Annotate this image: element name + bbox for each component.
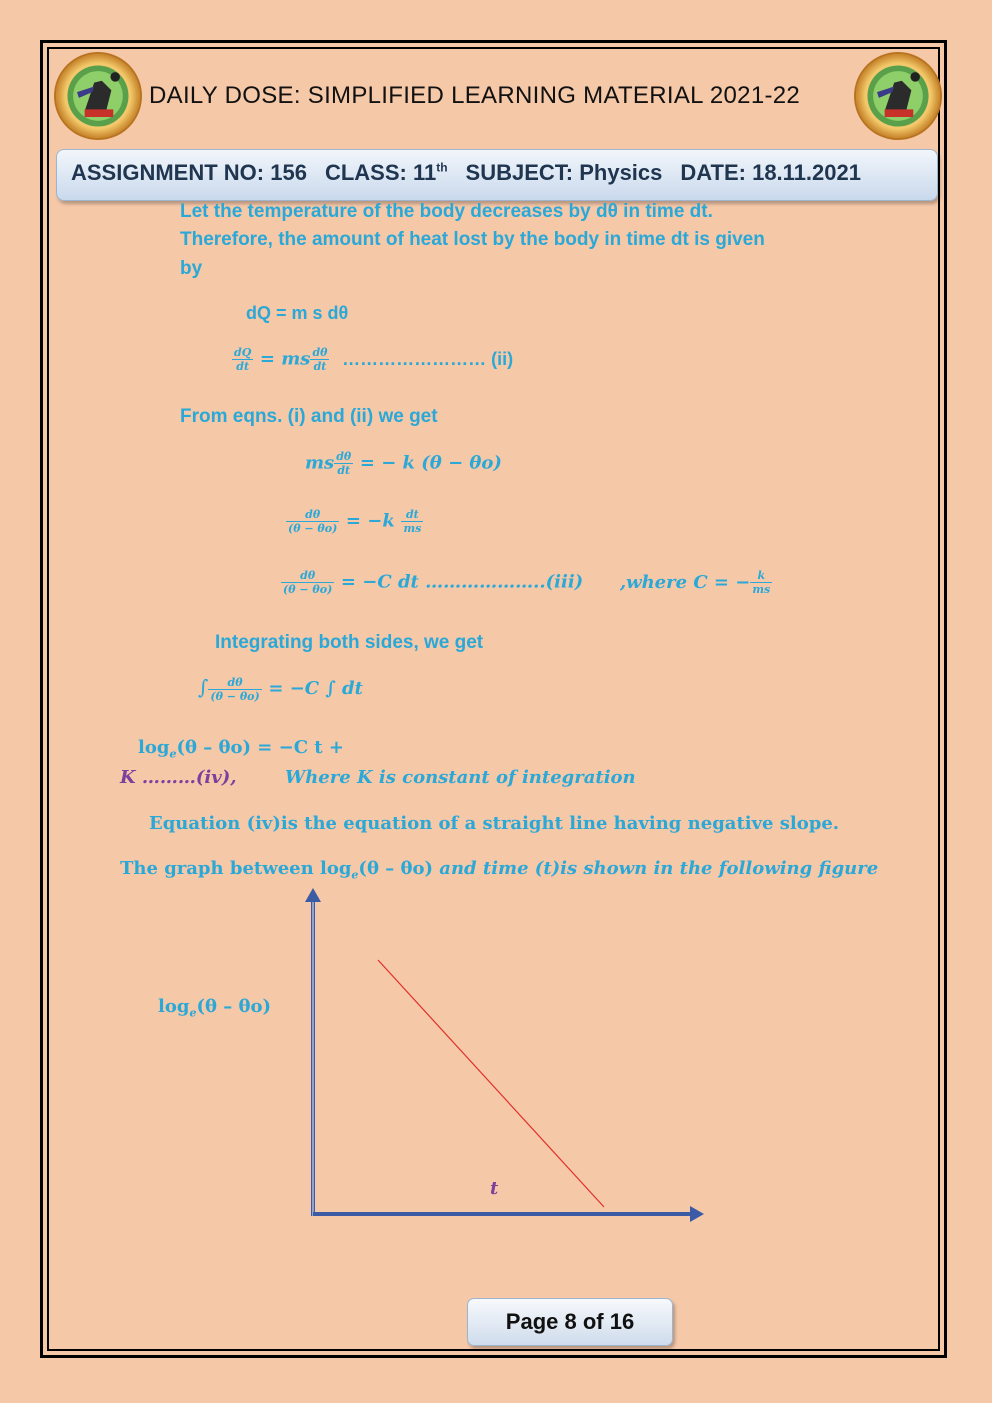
page-title: DAILY DOSE: SIMPLIFIED LEARNING MATERIAL 2021-22 bbox=[149, 82, 801, 109]
equation-iv-line2: K ………(iv), bbox=[120, 767, 237, 788]
equation-ii: $\frac{dQ}{dt}$ = ms $\frac{d\theta}{dt}$ …………………… (ii) bbox=[234, 346, 514, 373]
graph-note: The graph between $\log_e(\theta - \theta o)$ and time (t)is shown in the following figure bbox=[120, 858, 879, 882]
y-axis-arrow bbox=[305, 888, 321, 902]
equation-iii: $\frac{d\theta}{(\theta - \theta o)}$ = −C dt ………………..(iii) ,where C = − $\frac{k}{ms}$ bbox=[283, 569, 771, 596]
equation-integral: ∫ $\frac{d\theta}{(\theta - \theta o)}$ = −C ∫ dt bbox=[198, 675, 363, 703]
subject-label: SUBJECT: Physics bbox=[465, 160, 663, 185]
class-label: CLASS: 11th bbox=[324, 160, 448, 185]
date-label: DATE: 18.11.2021 bbox=[680, 160, 861, 185]
page-number: Page 8 of 16 bbox=[467, 1298, 673, 1346]
integrating-text: Integrating both sides, we get bbox=[215, 632, 484, 653]
equation-4: $\frac{d\theta}{(\theta - \theta o)}$ = −k $\frac{dt}{ms}$ bbox=[288, 508, 422, 535]
x-axis-arrow bbox=[690, 1206, 704, 1222]
graph-x-label: t bbox=[490, 1178, 499, 1199]
text-line-1: Let the temperature of the body decreases by dθ in time dt. bbox=[180, 201, 713, 222]
graph-y-label: $\log_e(\theta - \theta o)$ bbox=[158, 996, 272, 1020]
negative-slope-line bbox=[378, 960, 604, 1207]
text-line-2: Therefore, the amount of heat lost by the body in time dt is given bbox=[180, 229, 765, 250]
from-eqns-text: From eqns. (i) and (ii) we get bbox=[180, 406, 438, 427]
constant-of-integration-text: Where K is constant of integration bbox=[285, 767, 636, 788]
equation-dQ: dQ = m s dθ bbox=[246, 303, 349, 323]
assignment-number: ASSIGNMENT NO: 156 bbox=[71, 160, 307, 185]
equation-iv-line1: $\log_e(\theta - \theta o) = -C$ t + bbox=[138, 737, 344, 761]
equation-note: Equation (iv)is the equation of a straight line having negative slope. bbox=[149, 813, 840, 834]
equation-3: ms $\frac{d\theta}{dt}$ = − k (θ − θo) bbox=[305, 450, 502, 477]
text-line-3: by bbox=[180, 258, 203, 279]
